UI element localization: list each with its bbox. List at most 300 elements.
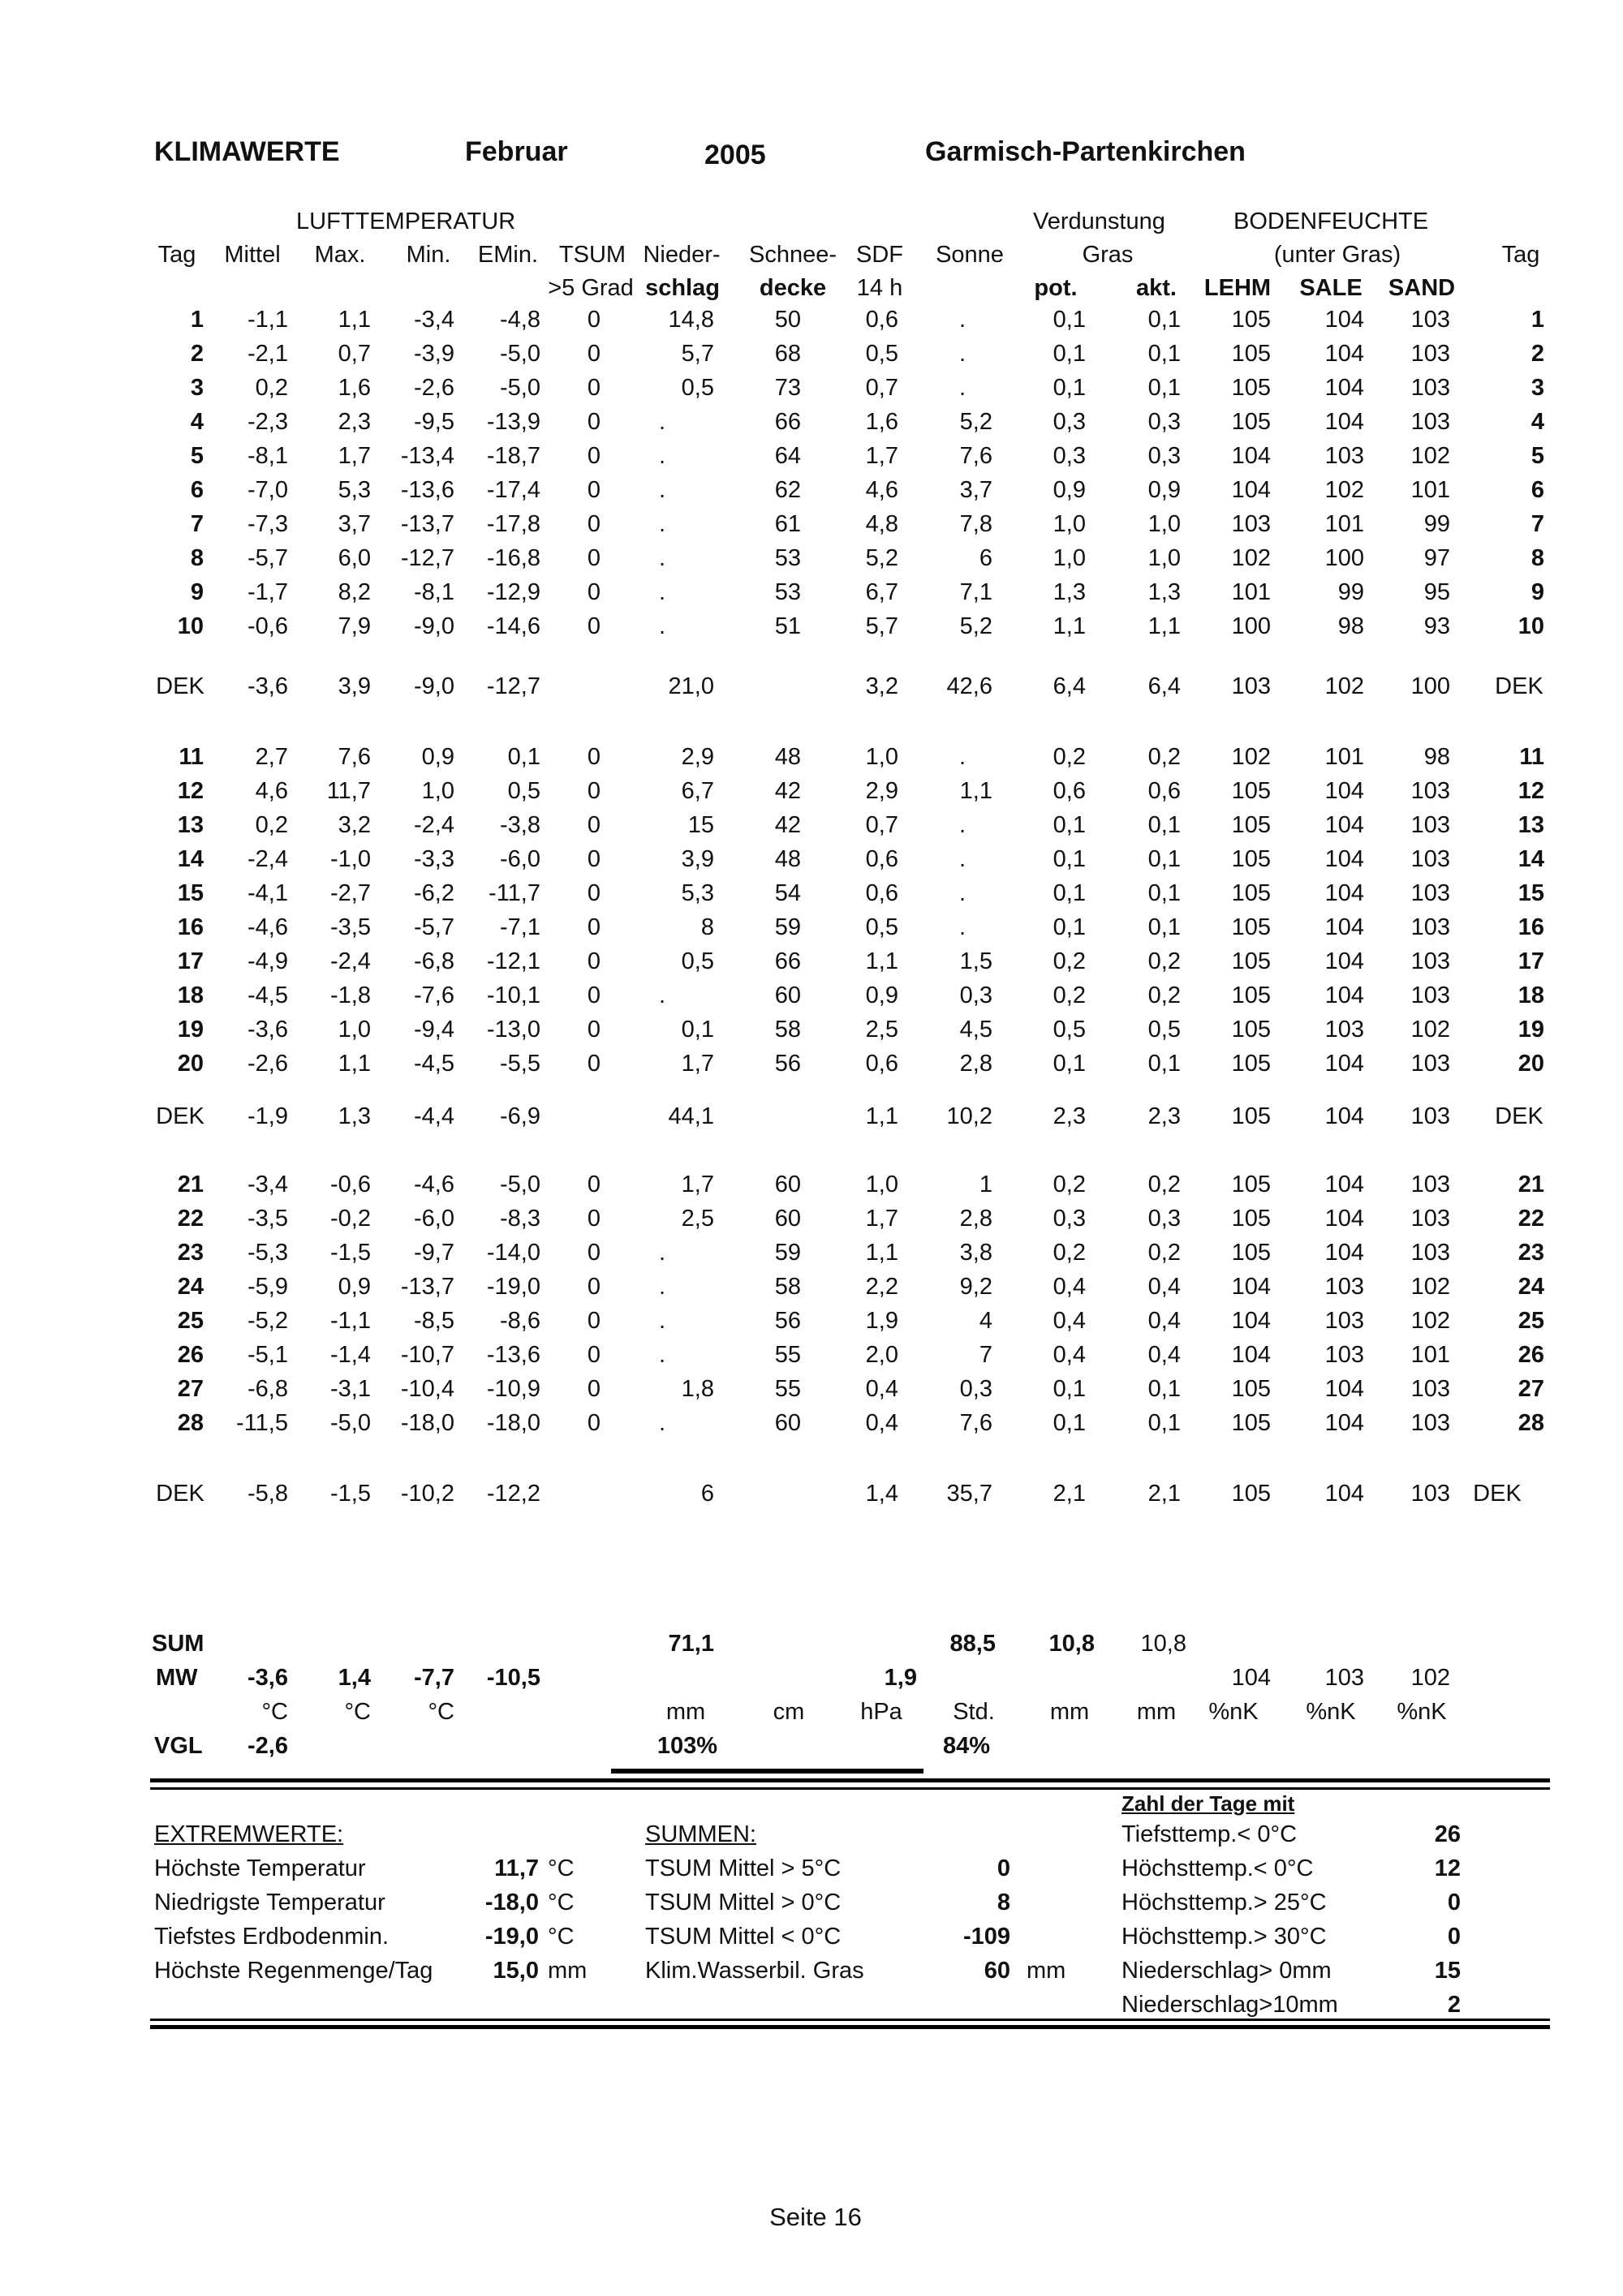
cell-schnee: 42 [774, 778, 801, 804]
summen-unit: mm [1027, 1958, 1066, 1984]
mw-label: MW [156, 1665, 198, 1691]
cell-sdf: 4,6 [865, 477, 898, 503]
cell-mittel: -3,5 [248, 1206, 288, 1232]
cell-sand: 103 [1410, 1051, 1450, 1077]
cell-sale: 103 [1324, 1308, 1364, 1334]
cell-tag-right: 5 [1530, 443, 1544, 469]
cell-sonne: 0,3 [959, 1376, 992, 1402]
cell-pot: 0,5 [1053, 1017, 1086, 1043]
cell-tag-right: 1 [1530, 307, 1544, 333]
dekade-row [0, 673, 1623, 706]
unit-sale: %nK [1306, 1699, 1356, 1725]
cell-nieder: 2,5 [681, 1206, 714, 1232]
sum-label: SUM [152, 1631, 204, 1657]
header-gras: Gras [1082, 242, 1134, 268]
sum-akt: 10,8 [1140, 1631, 1186, 1657]
sum-sonne: 88,5 [949, 1631, 996, 1657]
cell-schnee: 48 [774, 744, 801, 770]
cell-lehm: 105 [1231, 948, 1271, 974]
cell-tsum: 0 [587, 1051, 601, 1077]
cell-tag: 2 [190, 341, 204, 367]
table-row [0, 1172, 1623, 1204]
cell-tag-right: 11 [1519, 744, 1544, 770]
cell-sand: 103 [1410, 409, 1450, 435]
table-row [0, 846, 1623, 879]
cell-sale: 104 [1324, 341, 1364, 367]
cell-schnee: 62 [774, 477, 801, 503]
cell-mittel: 2,7 [255, 744, 288, 770]
cell-mittel: -0,6 [248, 613, 288, 639]
cell-tsum: 0 [587, 409, 601, 435]
cell-pot: 0,2 [1053, 982, 1086, 1008]
cell-pot: 0,1 [1053, 1051, 1086, 1077]
cell-schnee: 66 [774, 409, 801, 435]
cell-schnee: 59 [774, 1240, 801, 1266]
cell-sand: 103 [1410, 880, 1450, 906]
cell-sdf: 1,7 [865, 1206, 898, 1232]
summen-value: 60 [984, 1958, 1010, 1984]
cell-lehm: 105 [1231, 409, 1271, 435]
cell-sdf: 2,5 [865, 1017, 898, 1043]
unit-schnee: cm [773, 1699, 805, 1725]
cell-tsum: 0 [587, 1308, 601, 1334]
cell-tag-right: DEK [1495, 1103, 1543, 1129]
cell-tag-right: 8 [1530, 545, 1544, 571]
cell-tag-right: 19 [1518, 1017, 1544, 1043]
cell-sdf: 0,7 [865, 812, 898, 838]
table-row [0, 948, 1623, 981]
vgl-sonne: 84% [942, 1733, 990, 1759]
cell-mittel: -3,6 [248, 673, 288, 699]
cell-emin: -10,1 [486, 982, 540, 1008]
cell-sale: 99 [1337, 579, 1364, 605]
cell-emin: -14,0 [486, 1240, 540, 1266]
cell-sdf: 1,0 [865, 1172, 898, 1197]
sum-pot: 10,8 [1048, 1631, 1095, 1657]
cell-tag-right: 2 [1530, 341, 1544, 367]
cell-emin: -13,9 [486, 409, 540, 435]
table-row [0, 579, 1623, 612]
summen-label: TSUM Mittel < 0°C [645, 1924, 842, 1950]
cell-tag-right: 15 [1518, 880, 1544, 906]
cell-min: -3,4 [414, 307, 454, 333]
cell-min: -9,5 [414, 409, 454, 435]
unit-min: °C [428, 1699, 454, 1725]
cell-sale: 104 [1324, 375, 1364, 401]
cell-schnee: 53 [774, 579, 801, 605]
cell-sdf: 1,1 [865, 1240, 898, 1266]
table-row [0, 307, 1623, 339]
cell-schnee: 50 [774, 307, 801, 333]
cell-schnee: 51 [774, 613, 801, 639]
cell-emin: -8,3 [500, 1206, 540, 1232]
cell-nieder: . [658, 1308, 665, 1334]
cell-schnee: 53 [774, 545, 801, 571]
cell-tag: 23 [177, 1240, 204, 1266]
cell-schnee: 66 [774, 948, 801, 974]
cell-sale: 102 [1324, 477, 1364, 503]
tage-value: 0 [1447, 1890, 1461, 1915]
extrem-label: Tiefstes Erdbodenmin. [154, 1924, 390, 1950]
cell-schnee: 73 [774, 375, 801, 401]
cell-tag-right: 28 [1518, 1410, 1544, 1436]
cell-sonne: . [958, 341, 966, 367]
cell-max: 1,1 [338, 307, 371, 333]
vgl-nieder: 103% [657, 1733, 717, 1759]
cell-sonne: . [958, 812, 966, 838]
cell-mittel: -3,4 [248, 1172, 288, 1197]
cell-sdf: 2,9 [865, 778, 898, 804]
cell-akt: 0,2 [1147, 1240, 1181, 1266]
cell-sand: 103 [1410, 1103, 1450, 1129]
cell-tag-right: 20 [1518, 1051, 1544, 1077]
cell-pot: 0,1 [1053, 375, 1086, 401]
table-row [0, 1410, 1623, 1443]
cell-sale: 98 [1337, 613, 1364, 639]
cell-nieder: 0,1 [681, 1017, 714, 1043]
cell-lehm: 105 [1231, 375, 1271, 401]
cell-min: -8,5 [414, 1308, 454, 1334]
cell-nieder: 5,3 [681, 880, 714, 906]
cell-nieder: 44,1 [668, 1103, 714, 1129]
cell-lehm: 105 [1231, 846, 1271, 872]
cell-sand: 103 [1410, 1410, 1450, 1436]
cell-min: -13,6 [400, 477, 454, 503]
cell-sand: 103 [1410, 307, 1450, 333]
cell-sale: 104 [1324, 982, 1364, 1008]
header-lufttemperatur: LUFTTEMPERATUR [296, 209, 516, 234]
cell-tag-right: DEK [1473, 1481, 1522, 1507]
cell-mittel: -4,1 [248, 880, 288, 906]
table-row [0, 613, 1623, 646]
cell-tag: 17 [177, 948, 204, 974]
cell-tsum: 0 [587, 477, 601, 503]
cell-pot: 0,4 [1053, 1308, 1086, 1334]
cell-sand: 93 [1423, 613, 1450, 639]
cell-emin: -3,8 [500, 812, 540, 838]
cell-max: -3,1 [330, 1376, 371, 1402]
cell-tag-right: 18 [1518, 982, 1544, 1008]
cell-tsum: 0 [587, 375, 601, 401]
cell-emin: -10,9 [486, 1376, 540, 1402]
cell-nieder: 1,7 [681, 1051, 714, 1077]
cell-akt: 0,1 [1147, 1376, 1181, 1402]
cell-schnee: 61 [774, 511, 801, 537]
unit-sdf: hPa [860, 1699, 902, 1725]
cell-schnee: 56 [774, 1051, 801, 1077]
header-verdunstung: Verdunstung [1033, 209, 1165, 234]
extremwerte-title: EXTREMWERTE: [154, 1821, 344, 1847]
cell-tag: DEK [156, 673, 204, 699]
header-sdf: SDF [856, 242, 903, 268]
tage-label: Höchsttemp.> 30°C [1121, 1924, 1327, 1950]
cell-min: -6,2 [414, 880, 454, 906]
cell-sale: 104 [1324, 1481, 1364, 1507]
cell-lehm: 105 [1231, 1103, 1271, 1129]
cell-tsum: 0 [587, 914, 601, 940]
cell-sale: 104 [1324, 948, 1364, 974]
cell-emin: 0,5 [507, 778, 540, 804]
cell-tsum: 0 [587, 880, 601, 906]
cell-tag: 14 [177, 846, 204, 872]
extrem-unit: mm [548, 1958, 588, 1984]
cell-mittel: -2,1 [248, 341, 288, 367]
header-akt: akt. [1136, 275, 1177, 301]
cell-nieder: 1,7 [681, 1172, 714, 1197]
header-lehm: LEHM [1203, 275, 1272, 301]
cell-sale: 104 [1324, 307, 1364, 333]
header-sonne: Sonne [936, 242, 1004, 268]
cell-mittel: -2,4 [248, 846, 288, 872]
cell-lehm: 105 [1231, 341, 1271, 367]
cell-pot: 2,3 [1053, 1103, 1086, 1129]
cell-mittel: -5,8 [248, 1481, 288, 1507]
cell-akt: 6,4 [1147, 673, 1181, 699]
cell-pot: 6,4 [1053, 673, 1086, 699]
cell-sonne: 10,2 [946, 1103, 992, 1129]
cell-emin: -6,0 [500, 846, 540, 872]
cell-max: 5,3 [338, 477, 371, 503]
cell-max: 7,6 [338, 744, 371, 770]
cell-tag: 25 [177, 1308, 204, 1334]
table-row [0, 812, 1623, 845]
cell-lehm: 105 [1231, 307, 1271, 333]
cell-tag-right: 10 [1518, 613, 1544, 639]
cell-sdf: 3,2 [865, 673, 898, 699]
cell-sand: 103 [1410, 812, 1450, 838]
cell-sale: 104 [1324, 1206, 1364, 1232]
cell-akt: 0,3 [1147, 1206, 1181, 1232]
cell-max: 0,9 [338, 1274, 371, 1300]
cell-tag-right: 16 [1518, 914, 1544, 940]
mw-sdf: 1,9 [884, 1665, 917, 1691]
summen-title: SUMMEN: [645, 1821, 756, 1847]
cell-sdf: 5,2 [865, 545, 898, 571]
extrem-label: Höchste Regenmenge/Tag [154, 1958, 433, 1984]
cell-tag: 1 [190, 307, 204, 333]
cell-max: -1,0 [330, 846, 371, 872]
cell-emin: -12,2 [486, 1481, 540, 1507]
cell-sand: 101 [1410, 477, 1450, 503]
cell-sand: 103 [1410, 948, 1450, 974]
cell-tag: 18 [177, 982, 204, 1008]
dekade-row [0, 1481, 1623, 1513]
cell-min: 0,9 [421, 744, 454, 770]
cell-akt: 0,1 [1147, 375, 1181, 401]
cell-mittel: -11,5 [236, 1410, 288, 1436]
cell-akt: 0,2 [1147, 744, 1181, 770]
cell-max: 3,7 [338, 511, 371, 537]
cell-tag-right: 27 [1518, 1376, 1544, 1402]
cell-sonne: 3,8 [959, 1240, 992, 1266]
cell-pot: 1,0 [1053, 545, 1086, 571]
cell-tsum: 0 [587, 613, 601, 639]
table-row [0, 1342, 1623, 1374]
unit-sonne: Std. [953, 1699, 995, 1725]
cell-min: -18,0 [400, 1410, 454, 1436]
cell-nieder: . [658, 477, 665, 503]
table-row [0, 982, 1623, 1015]
cell-min: -4,4 [414, 1103, 454, 1129]
cell-akt: 0,1 [1147, 812, 1181, 838]
cell-tsum: 0 [587, 1206, 601, 1232]
cell-tsum: 0 [587, 982, 601, 1008]
cell-lehm: 105 [1231, 812, 1271, 838]
cell-sonne: 1,5 [959, 948, 992, 974]
cell-akt: 0,3 [1147, 443, 1181, 469]
cell-sale: 104 [1324, 914, 1364, 940]
cell-schnee: 60 [774, 1410, 801, 1436]
unit-mittel: °C [261, 1699, 288, 1725]
table-row [0, 778, 1623, 810]
cell-emin: -13,6 [486, 1342, 540, 1368]
cell-schnee: 60 [774, 1172, 801, 1197]
cell-lehm: 105 [1231, 778, 1271, 804]
cell-tsum: 0 [587, 1274, 601, 1300]
cell-nieder: . [658, 1342, 665, 1368]
header-min: Min. [406, 242, 451, 268]
cell-tag-right: DEK [1495, 673, 1543, 699]
header-sand: SAND [1388, 275, 1456, 301]
table-row [0, 477, 1623, 510]
cell-akt: 0,4 [1147, 1308, 1181, 1334]
cell-nieder: 8 [700, 914, 714, 940]
cell-lehm: 105 [1231, 1376, 1271, 1402]
cell-emin: -12,9 [486, 579, 540, 605]
extrem-value: -18,0 [484, 1890, 539, 1915]
cell-lehm: 105 [1231, 880, 1271, 906]
cell-schnee: 60 [774, 982, 801, 1008]
summen-label: Klim.Wasserbil. Gras [645, 1958, 864, 1984]
table-row [0, 409, 1623, 441]
cell-max: -0,2 [330, 1206, 371, 1232]
cell-sand: 102 [1410, 443, 1450, 469]
cell-nieder: . [658, 443, 665, 469]
cell-akt: 1,0 [1147, 545, 1181, 571]
cell-tag: DEK [156, 1103, 204, 1129]
cell-sdf: 1,9 [865, 1308, 898, 1334]
cell-min: -10,4 [400, 1376, 454, 1402]
cell-max: 1,1 [338, 1051, 371, 1077]
cell-pot: 0,9 [1053, 477, 1086, 503]
cell-max: 0,7 [338, 341, 371, 367]
cell-pot: 2,1 [1053, 1481, 1086, 1507]
cell-min: -13,4 [400, 443, 454, 469]
cell-sdf: 0,6 [865, 846, 898, 872]
tage-value: 12 [1434, 1855, 1461, 1881]
cell-pot: 0,2 [1053, 744, 1086, 770]
cell-sonne: 7,8 [959, 511, 992, 537]
cell-sdf: 0,7 [865, 375, 898, 401]
cell-max: 1,3 [338, 1103, 371, 1129]
cell-pot: 1,0 [1053, 511, 1086, 537]
cell-sand: 97 [1423, 545, 1450, 571]
cell-sonne: . [958, 846, 966, 872]
header-sale: SALE [1299, 275, 1363, 301]
cell-emin: -17,4 [486, 477, 540, 503]
cell-sonne: 7 [979, 1342, 992, 1368]
cell-sale: 104 [1324, 1410, 1364, 1436]
cell-tag-right: 26 [1518, 1342, 1544, 1368]
cell-min: -10,7 [400, 1342, 454, 1368]
cell-lehm: 103 [1231, 673, 1271, 699]
cell-sonne: . [958, 880, 966, 906]
header-emin: EMin. [477, 242, 539, 268]
cell-min: -9,0 [414, 613, 454, 639]
cell-sale: 104 [1324, 1376, 1364, 1402]
cell-sale: 104 [1324, 880, 1364, 906]
cell-pot: 0,1 [1053, 341, 1086, 367]
table-row [0, 1017, 1623, 1049]
cell-tag: 10 [177, 613, 204, 639]
cell-max: -5,0 [330, 1410, 371, 1436]
header-pot: pot. [1034, 275, 1078, 301]
cell-sand: 101 [1410, 1342, 1450, 1368]
cell-mittel: 4,6 [255, 778, 288, 804]
cell-sale: 102 [1324, 673, 1364, 699]
cell-min: -9,0 [414, 673, 454, 699]
cell-akt: 1,0 [1147, 511, 1181, 537]
cell-lehm: 101 [1231, 579, 1271, 605]
cell-tsum: 0 [587, 307, 601, 333]
mw-emin: -10,5 [486, 1665, 540, 1691]
extrem-unit: °C [548, 1924, 575, 1950]
cell-nieder: 6 [700, 1481, 714, 1507]
cell-tag: 21 [177, 1172, 204, 1197]
cell-nieder: 0,5 [681, 948, 714, 974]
cell-tag-right: 14 [1518, 846, 1544, 872]
cell-sdf: 4,8 [865, 511, 898, 537]
cell-tag: 19 [177, 1017, 204, 1043]
cell-max: -1,5 [330, 1481, 371, 1507]
cell-sdf: 1,1 [865, 948, 898, 974]
summen-value: 8 [997, 1890, 1010, 1915]
cell-tag: 22 [177, 1206, 204, 1232]
cell-emin: -18,0 [486, 1410, 540, 1436]
cell-akt: 2,1 [1147, 1481, 1181, 1507]
cell-pot: 0,1 [1053, 1410, 1086, 1436]
cell-emin: -7,1 [500, 914, 540, 940]
cell-schnee: 60 [774, 1206, 801, 1232]
cell-akt: 0,3 [1147, 409, 1181, 435]
cell-tsum: 0 [587, 545, 601, 571]
cell-tag: 11 [179, 744, 204, 770]
cell-mittel: -1,1 [248, 307, 288, 333]
cell-sdf: 1,6 [865, 409, 898, 435]
cell-min: -6,0 [414, 1206, 454, 1232]
header-bodenfeuchte: BODENFEUCHTE [1233, 209, 1429, 234]
cell-mittel: -1,7 [248, 579, 288, 605]
cell-pot: 0,2 [1053, 1172, 1086, 1197]
cell-schnee: 55 [774, 1342, 801, 1368]
cell-tsum: 0 [587, 341, 601, 367]
cell-nieder: 3,9 [681, 846, 714, 872]
cell-pot: 1,1 [1053, 613, 1086, 639]
cell-mittel: -4,5 [248, 982, 288, 1008]
cell-tag-right: 7 [1530, 511, 1544, 537]
cell-max: 3,2 [338, 812, 371, 838]
cell-min: -13,7 [400, 1274, 454, 1300]
unit-nieder: mm [665, 1699, 706, 1725]
header-tag: Tag [157, 242, 196, 268]
cell-mittel: -7,3 [248, 511, 288, 537]
cell-min: -9,4 [414, 1017, 454, 1043]
table-row [0, 341, 1623, 373]
month: Februar [465, 136, 568, 167]
cell-lehm: 104 [1231, 443, 1271, 469]
cell-sand: 103 [1410, 1376, 1450, 1402]
cell-sand: 102 [1410, 1274, 1450, 1300]
